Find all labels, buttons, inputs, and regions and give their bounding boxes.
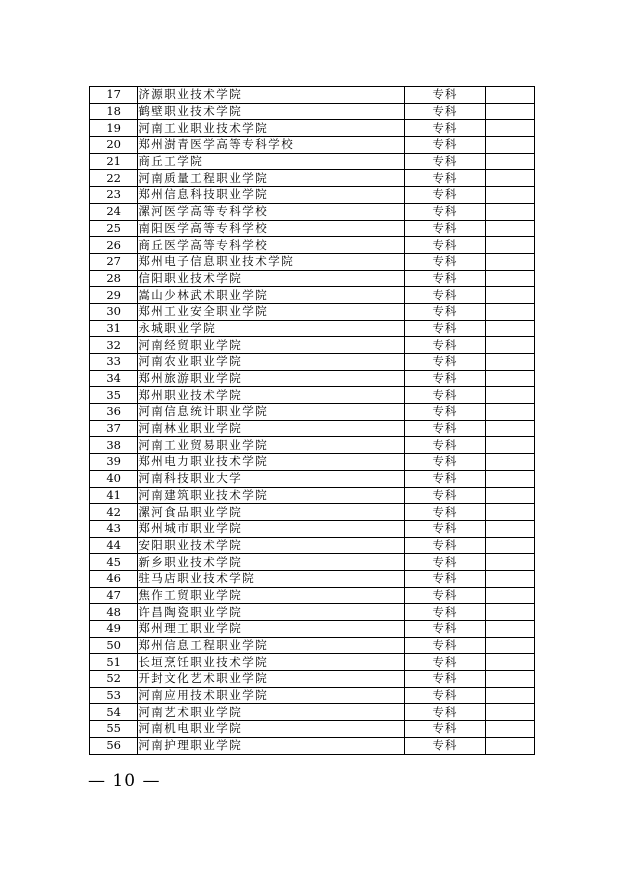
education-level: 专科	[405, 537, 486, 554]
note-cell	[485, 570, 534, 587]
note-cell	[485, 554, 534, 571]
note-cell	[485, 337, 534, 354]
college-name: 河南农业职业学院	[138, 354, 405, 371]
college-name: 郑州理工职业学院	[138, 621, 405, 638]
row-number: 23	[90, 187, 138, 204]
college-name: 河南信息统计职业学院	[138, 404, 405, 421]
note-cell	[485, 704, 534, 721]
education-level: 专科	[405, 237, 486, 254]
table-row	[90, 170, 535, 187]
row-number: 32	[90, 337, 138, 354]
college-name: 嵩山少林武术职业学院	[138, 287, 405, 304]
row-number: 52	[90, 671, 138, 688]
table-row	[90, 320, 535, 337]
row-number: 34	[90, 370, 138, 387]
college-name: 漯河医学高等专科学校	[138, 203, 405, 220]
college-name: 郑州电子信息职业技术学院	[138, 253, 405, 270]
college-name: 郑州工业安全职业学院	[138, 303, 405, 320]
row-number: 28	[90, 270, 138, 287]
note-cell	[485, 721, 534, 738]
education-level: 专科	[405, 220, 486, 237]
college-name: 商丘工学院	[138, 153, 405, 170]
note-cell	[485, 370, 534, 387]
note-cell	[485, 671, 534, 688]
education-level: 专科	[405, 337, 486, 354]
education-level: 专科	[405, 687, 486, 704]
table-row	[90, 237, 535, 254]
note-cell	[485, 253, 534, 270]
table-row	[90, 253, 535, 270]
education-level: 专科	[405, 470, 486, 487]
college-name: 焦作工贸职业学院	[138, 587, 405, 604]
college-name: 河南科技职业大学	[138, 470, 405, 487]
row-number: 20	[90, 137, 138, 154]
college-name: 河南应用技术职业学院	[138, 687, 405, 704]
education-level: 专科	[405, 170, 486, 187]
table-row	[90, 554, 535, 571]
college-name: 河南机电职业学院	[138, 721, 405, 738]
education-level: 专科	[405, 570, 486, 587]
college-name: 安阳职业技术学院	[138, 537, 405, 554]
table-row	[90, 487, 535, 504]
education-level: 专科	[405, 587, 486, 604]
education-level: 专科	[405, 103, 486, 120]
note-cell	[485, 420, 534, 437]
college-name: 郑州旅游职业学院	[138, 370, 405, 387]
table-row	[90, 337, 535, 354]
row-number: 44	[90, 537, 138, 554]
note-cell	[485, 654, 534, 671]
note-cell	[485, 137, 534, 154]
college-name: 长垣烹饪职业技术学院	[138, 654, 405, 671]
education-level: 专科	[405, 654, 486, 671]
table-row	[90, 354, 535, 371]
education-level: 专科	[405, 721, 486, 738]
table-row	[90, 187, 535, 204]
row-number: 35	[90, 387, 138, 404]
table-row	[90, 454, 535, 471]
note-cell	[485, 270, 534, 287]
education-level: 专科	[405, 87, 486, 104]
table-row	[90, 721, 535, 738]
table-row	[90, 387, 535, 404]
row-number: 38	[90, 437, 138, 454]
table-row	[90, 404, 535, 421]
college-name: 河南护理职业学院	[138, 737, 405, 754]
table-row	[90, 737, 535, 754]
table-row	[90, 203, 535, 220]
row-number: 40	[90, 470, 138, 487]
education-level: 专科	[405, 520, 486, 537]
note-cell	[485, 287, 534, 304]
note-cell	[485, 504, 534, 521]
note-cell	[485, 604, 534, 621]
college-name: 鹤壁职业技术学院	[138, 103, 405, 120]
note-cell	[485, 387, 534, 404]
table-row	[90, 671, 535, 688]
row-number: 27	[90, 253, 138, 270]
college-name: 开封文化艺术职业学院	[138, 671, 405, 688]
college-name: 新乡职业技术学院	[138, 554, 405, 571]
note-cell	[485, 437, 534, 454]
education-level: 专科	[405, 370, 486, 387]
row-number: 53	[90, 687, 138, 704]
table-row	[90, 103, 535, 120]
note-cell	[485, 120, 534, 137]
education-level: 专科	[405, 120, 486, 137]
table-row	[90, 621, 535, 638]
college-name: 河南质量工程职业学院	[138, 170, 405, 187]
row-number: 21	[90, 153, 138, 170]
education-level: 专科	[405, 704, 486, 721]
education-level: 专科	[405, 604, 486, 621]
college-name: 郑州澍青医学高等专科学校	[138, 137, 405, 154]
row-number: 39	[90, 454, 138, 471]
college-name: 商丘医学高等专科学校	[138, 237, 405, 254]
note-cell	[485, 203, 534, 220]
table-row	[90, 470, 535, 487]
table-row	[90, 504, 535, 521]
row-number: 19	[90, 120, 138, 137]
note-cell	[485, 404, 534, 421]
education-level: 专科	[405, 454, 486, 471]
college-name: 河南艺术职业学院	[138, 704, 405, 721]
table-row	[90, 654, 535, 671]
college-name: 河南建筑职业技术学院	[138, 487, 405, 504]
education-level: 专科	[405, 437, 486, 454]
college-name: 永城职业学院	[138, 320, 405, 337]
row-number: 25	[90, 220, 138, 237]
row-number: 51	[90, 654, 138, 671]
college-name: 郑州信息工程职业学院	[138, 637, 405, 654]
education-level: 专科	[405, 303, 486, 320]
row-number: 24	[90, 203, 138, 220]
table-row	[90, 287, 535, 304]
row-number: 55	[90, 721, 138, 738]
row-number: 54	[90, 704, 138, 721]
note-cell	[485, 587, 534, 604]
college-name: 郑州城市职业学院	[138, 520, 405, 537]
education-level: 专科	[405, 270, 486, 287]
row-number: 56	[90, 737, 138, 754]
row-number: 48	[90, 604, 138, 621]
table-row	[90, 370, 535, 387]
note-cell	[485, 637, 534, 654]
college-name: 许昌陶瓷职业学院	[138, 604, 405, 621]
table-row	[90, 270, 535, 287]
note-cell	[485, 87, 534, 104]
table-row	[90, 537, 535, 554]
note-cell	[485, 454, 534, 471]
note-cell	[485, 237, 534, 254]
college-list-body	[90, 87, 535, 755]
college-name: 郑州职业技术学院	[138, 387, 405, 404]
row-number: 43	[90, 520, 138, 537]
education-level: 专科	[405, 420, 486, 437]
table-row	[90, 420, 535, 437]
row-number: 33	[90, 354, 138, 371]
education-level: 专科	[405, 354, 486, 371]
note-cell	[485, 621, 534, 638]
row-number: 36	[90, 404, 138, 421]
row-number: 31	[90, 320, 138, 337]
page-number: — 10 —	[88, 771, 161, 791]
table-row	[90, 137, 535, 154]
note-cell	[485, 153, 534, 170]
note-cell	[485, 470, 534, 487]
note-cell	[485, 520, 534, 537]
college-name: 驻马店职业技术学院	[138, 570, 405, 587]
college-name: 河南工业职业技术学院	[138, 120, 405, 137]
education-level: 专科	[405, 404, 486, 421]
education-level: 专科	[405, 637, 486, 654]
note-cell	[485, 303, 534, 320]
college-name: 济源职业技术学院	[138, 87, 405, 104]
row-number: 45	[90, 554, 138, 571]
row-number: 17	[90, 87, 138, 104]
table-row	[90, 520, 535, 537]
college-name: 郑州电力职业技术学院	[138, 454, 405, 471]
table-row	[90, 570, 535, 587]
education-level: 专科	[405, 621, 486, 638]
note-cell	[485, 537, 534, 554]
education-level: 专科	[405, 137, 486, 154]
education-level: 专科	[405, 387, 486, 404]
table-row	[90, 704, 535, 721]
table-row	[90, 637, 535, 654]
note-cell	[485, 737, 534, 754]
row-number: 46	[90, 570, 138, 587]
education-level: 专科	[405, 487, 486, 504]
table-row	[90, 303, 535, 320]
row-number: 37	[90, 420, 138, 437]
note-cell	[485, 103, 534, 120]
table-row	[90, 220, 535, 237]
education-level: 专科	[405, 737, 486, 754]
table-row	[90, 604, 535, 621]
row-number: 26	[90, 237, 138, 254]
row-number: 50	[90, 637, 138, 654]
note-cell	[485, 487, 534, 504]
education-level: 专科	[405, 554, 486, 571]
college-name: 河南林业职业学院	[138, 420, 405, 437]
education-level: 专科	[405, 153, 486, 170]
education-level: 专科	[405, 320, 486, 337]
education-level: 专科	[405, 287, 486, 304]
table-row	[90, 120, 535, 137]
row-number: 18	[90, 103, 138, 120]
table-row	[90, 687, 535, 704]
row-number: 22	[90, 170, 138, 187]
note-cell	[485, 170, 534, 187]
education-level: 专科	[405, 187, 486, 204]
education-level: 专科	[405, 671, 486, 688]
table-row	[90, 153, 535, 170]
table-row	[90, 587, 535, 604]
note-cell	[485, 354, 534, 371]
college-name: 南阳医学高等专科学校	[138, 220, 405, 237]
row-number: 41	[90, 487, 138, 504]
row-number: 42	[90, 504, 138, 521]
row-number: 47	[90, 587, 138, 604]
note-cell	[485, 220, 534, 237]
college-name: 漯河食品职业学院	[138, 504, 405, 521]
college-name: 河南经贸职业学院	[138, 337, 405, 354]
college-list-table	[89, 86, 535, 755]
education-level: 专科	[405, 504, 486, 521]
table-row	[90, 87, 535, 104]
row-number: 29	[90, 287, 138, 304]
table-row	[90, 437, 535, 454]
note-cell	[485, 687, 534, 704]
education-level: 专科	[405, 203, 486, 220]
note-cell	[485, 187, 534, 204]
row-number: 30	[90, 303, 138, 320]
college-name: 郑州信息科技职业学院	[138, 187, 405, 204]
education-level: 专科	[405, 253, 486, 270]
college-name: 河南工业贸易职业学院	[138, 437, 405, 454]
note-cell	[485, 320, 534, 337]
college-name: 信阳职业技术学院	[138, 270, 405, 287]
row-number: 49	[90, 621, 138, 638]
